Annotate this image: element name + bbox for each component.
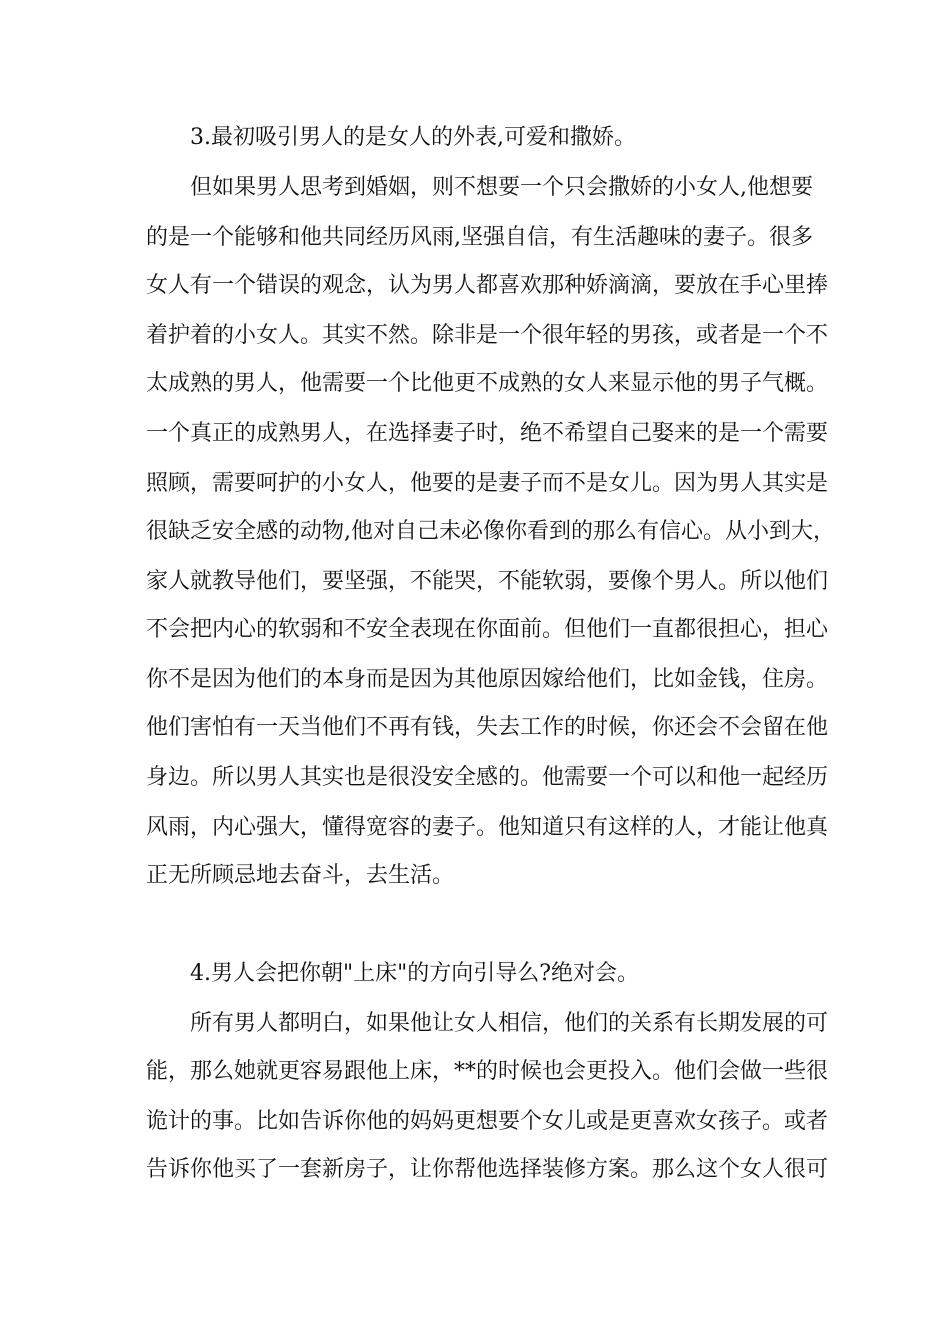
section-3-line: 你不是因为他们的本身而是因为其他原因嫁给他们，比如金钱，住房。	[146, 667, 829, 692]
section-4-line: 能，那么她就更容易跟他上床，**的时候也会更投入。他们会做一些很	[146, 1059, 829, 1084]
section-3-line: 他们害怕有一天当他们不再有钱，失去工作的时候，你还会不会留在他	[146, 715, 829, 740]
section-3-line: 很缺乏安全感的动物,他对自己未必像你看到的那么有信心。从小到大，	[146, 519, 835, 544]
section-3-line: 太成熟的男人，他需要一个比他更不成熟的女人来显示他的男子气概。	[146, 371, 829, 396]
section-4-heading: 4.男人会把你朝"上床"的方向引导么?绝对会。	[190, 961, 640, 986]
section-3-line: 不会把内心的软弱和不安全表现在你面前。但他们一直都很担心，担心	[146, 617, 829, 642]
section-3-line: 家人就教导他们，要坚强，不能哭，不能软弱，要像个男人。所以他们	[146, 569, 829, 594]
section-3-line: 风雨，内心强大，懂得宽容的妻子。他知道只有这样的人，才能让他真	[146, 815, 829, 840]
section-3-line: 的是一个能够和他共同经历风雨,坚强自信，有生活趣味的妻子。很多	[146, 225, 813, 250]
section-3-heading: 3.最初吸引男人的是女人的外表,可爱和撒娇。	[190, 125, 636, 150]
section-3-line: 一个真正的成熟男人，在选择妻子时，绝不希望自己娶来的是一个需要	[146, 421, 829, 446]
section-3-line: 照顾，需要呵护的小女人，他要的是妻子而不是女儿。因为男人其实是	[146, 471, 829, 496]
section-3-line: 但如果男人思考到婚姻，则不想要一个只会撒娇的小女人,他想要	[190, 175, 813, 200]
section-3-line: 正无所顾忌地去奋斗，去生活。	[146, 863, 455, 888]
section-4-line: 诡计的事。比如告诉你他的妈妈更想要个女儿或是更喜欢女孩子。或者	[146, 1109, 829, 1134]
section-3-line: 着护着的小女人。其实不然。除非是一个很年轻的男孩，或者是一个不	[146, 323, 829, 348]
section-4-line: 告诉你他买了一套新房子，让你帮他选择装修方案。那么这个女人很可	[146, 1157, 829, 1182]
section-3-line: 女人有一个错误的观念，认为男人都喜欢那种娇滴滴，要放在手心里捧	[146, 273, 829, 298]
section-3-line: 身边。所以男人其实也是很没安全感的。他需要一个可以和他一起经历	[146, 765, 829, 790]
section-4-line: 所有男人都明白，如果他让女人相信，他们的关系有长期发展的可	[190, 1011, 829, 1036]
